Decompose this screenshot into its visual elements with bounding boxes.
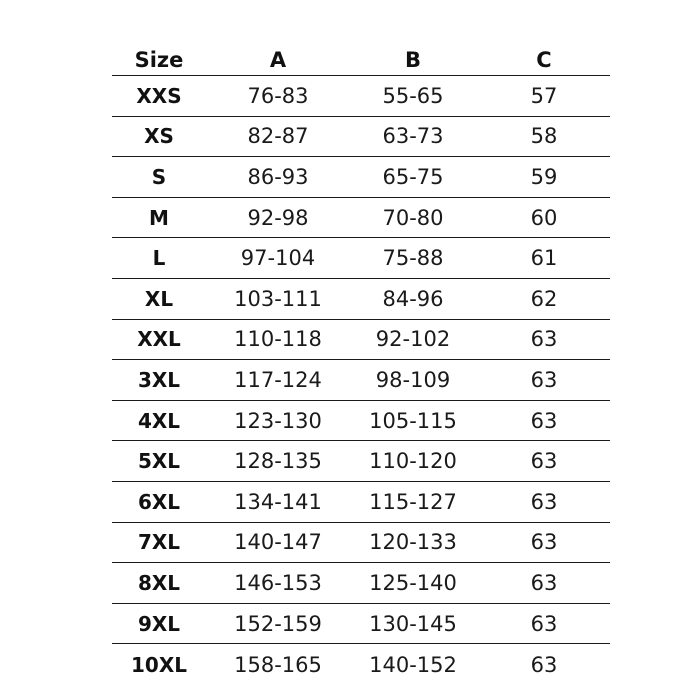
- measure-b-cell: 70-80: [382, 205, 444, 230]
- measure-b-cell: 120-133: [369, 530, 457, 555]
- table-row: [112, 644, 610, 685]
- measure-a-cell: 117-124: [234, 367, 322, 392]
- measure-c-cell: 63: [530, 530, 558, 555]
- size-cell: XL: [144, 286, 174, 311]
- size-chart-table: [112, 40, 610, 685]
- measure-c-cell: 57: [530, 83, 558, 108]
- measure-b-cell: 84-96: [382, 286, 444, 311]
- size-cell: XXS: [136, 83, 182, 108]
- table-row: [112, 76, 610, 117]
- table-row: [112, 441, 610, 482]
- measure-b-cell: 98-109: [375, 367, 451, 392]
- table-row: [112, 604, 610, 645]
- measure-a-cell: 146-153: [234, 570, 322, 595]
- measure-c-cell: 63: [530, 327, 558, 352]
- measure-b-cell: 75-88: [382, 246, 444, 271]
- size-cell: 6XL: [137, 489, 181, 514]
- size-cell: L: [152, 246, 166, 271]
- table-row: [112, 157, 610, 198]
- header-a: A: [269, 47, 287, 72]
- size-cell: 4XL: [137, 408, 181, 433]
- table-row: [112, 523, 610, 564]
- measure-c-cell: 63: [530, 408, 558, 433]
- header-b: B: [404, 47, 421, 72]
- measure-c-cell: 58: [530, 124, 558, 149]
- measure-c-cell: 63: [530, 449, 558, 474]
- table-row: [112, 360, 610, 401]
- measure-b-cell: 140-152: [369, 652, 457, 677]
- size-cell: 7XL: [137, 530, 181, 555]
- measure-c-cell: 61: [530, 246, 558, 271]
- measure-c-cell: 63: [530, 489, 558, 514]
- table-row: [112, 238, 610, 279]
- measure-c-cell: 60: [530, 205, 558, 230]
- table-body: [112, 76, 610, 685]
- measure-c-cell: 63: [530, 367, 558, 392]
- header-size: Size: [134, 47, 184, 72]
- measure-b-cell: 55-65: [382, 83, 444, 108]
- table-row: [112, 482, 610, 523]
- size-cell: XS: [144, 124, 174, 149]
- size-cell: 10XL: [131, 652, 187, 677]
- measure-a-cell: 86-93: [247, 164, 309, 189]
- measure-a-cell: 158-165: [234, 652, 322, 677]
- size-cell: 5XL: [137, 449, 181, 474]
- measure-b-cell: 65-75: [382, 164, 444, 189]
- table-header-row: [112, 40, 610, 76]
- measure-a-cell: 110-118: [234, 327, 322, 352]
- measure-c-cell: 59: [530, 164, 558, 189]
- measure-c-cell: 63: [530, 652, 558, 677]
- measure-b-cell: 110-120: [369, 449, 457, 474]
- measure-b-cell: 130-145: [369, 611, 457, 636]
- measure-a-cell: 103-111: [234, 286, 322, 311]
- size-cell: S: [151, 164, 167, 189]
- size-cell: 8XL: [137, 570, 181, 595]
- measure-b-cell: 92-102: [375, 327, 451, 352]
- table-row: [112, 401, 610, 442]
- size-cell: 9XL: [137, 611, 181, 636]
- size-cell: M: [149, 205, 169, 230]
- header-c: C: [536, 47, 552, 72]
- measure-a-cell: 134-141: [234, 489, 322, 514]
- measure-c-cell: 62: [530, 286, 558, 311]
- measure-a-cell: 97-104: [240, 246, 316, 271]
- measure-a-cell: 123-130: [234, 408, 322, 433]
- table-row: [112, 279, 610, 320]
- measure-a-cell: 92-98: [247, 205, 309, 230]
- measure-a-cell: 128-135: [234, 449, 322, 474]
- size-cell: 3XL: [137, 367, 181, 392]
- measure-c-cell: 63: [530, 570, 558, 595]
- table-row: [112, 563, 610, 604]
- table-row: [112, 320, 610, 361]
- measure-a-cell: 140-147: [234, 530, 322, 555]
- measure-a-cell: 152-159: [234, 611, 322, 636]
- measure-a-cell: 76-83: [247, 83, 309, 108]
- measure-a-cell: 82-87: [247, 124, 309, 149]
- measure-b-cell: 105-115: [369, 408, 457, 433]
- table-row: [112, 198, 610, 239]
- measure-b-cell: 125-140: [369, 570, 457, 595]
- table-row: [112, 117, 610, 158]
- measure-b-cell: 115-127: [369, 489, 457, 514]
- measure-c-cell: 63: [530, 611, 558, 636]
- size-cell: XXL: [137, 327, 181, 352]
- measure-b-cell: 63-73: [382, 124, 444, 149]
